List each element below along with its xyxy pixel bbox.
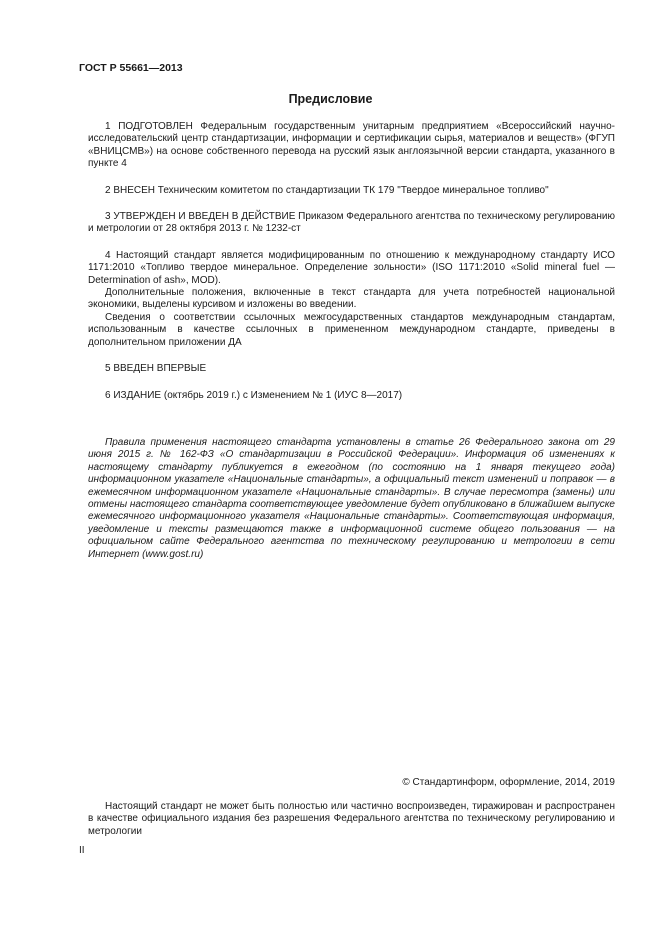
item-6-edition: 6 ИЗДАНИЕ (октябрь 2019 г.) с Изменением № 1 (ИУС 8—2017)	[105, 389, 403, 401]
page-title: Предисловие	[288, 92, 373, 106]
item-4-modified: 4 Настоящий стандарт является модифицированным по отношению к международному стандарту ИСО 1171:2010 «Топливо твердое минеральное. Определение зольности» (ISO 1171:2010 «Solid mineral fuel — Determination of ash», MOD).	[88, 249, 615, 286]
standard-code: ГОСТ Р 55661—2013	[79, 62, 183, 74]
preface-body	[88, 121, 615, 402]
reproduction-notice: Настоящий стандарт не может быть полностью или частично воспроизведен, тиражирован и распространен в качестве официального издания без разрешения Федерального агентства по техническому регулированию и метрологии	[88, 801, 615, 837]
copyright-line: © Стандартинформ, оформление, 2014, 2019	[402, 777, 615, 788]
item-4-references-info: Сведения о соответствии ссылочных межгосударственных стандартов международным стандартам, использованным в качестве ссылочных в примененном международном стандарте, приведены в дополнительном приложении ДА	[88, 311, 615, 348]
item-3-approved: 3 УТВЕРЖДЕН И ВВЕДЕН В ДЕЙСТВИЕ Приказом Федерального агентства по техническому регулированию и метрологии от 28 октября 2013 г. № 1232-ст	[88, 211, 615, 235]
item-4-additional-provisions: Дополнительные положения, включенные в текст стандарта для учета потребностей национальной экономики, выделены курсивом и изложены во введении.	[88, 287, 615, 311]
page-number: II	[79, 845, 85, 856]
application-rules-notice: Правила применения настоящего стандарта установлены в статье 26 Федерального закона от 29 июня 2015 г. № 162-ФЗ «О стандартизации в Российской Федерации». Информация об изменениях к настоящему стандарту публикуется в ежегодном (по состоянию на 1 января текущего года) информационном указателе «Национальные стандарты», а официальный текст изменений и поправок — в ежемесячном информационном указателе «Национальные стандарты». В случае пересмотра (замены) или отмены настоящего стандарта соответствующее уведомление будет опубликовано в ближайшем выпуске ежемесячного информационного указателя «Национальные стандарты». Соответствующая информация, уведомление и тексты размещаются также в информационной системе общего пользования — на официальном сайте Федерального агентства по техническому регулированию и метрологии в сети Интернет (www.gost.ru)	[88, 437, 615, 560]
item-1-prepared: 1 ПОДГОТОВЛЕН Федеральным государственным унитарным предприятием «Всероссийский научно-исследовательский центр стандартизации, информации и сертификации сырья, материалов и веществ» (ФГУП «ВНИЦСМВ») на основе собственного перевода на русский язык англоязычной версии стандарта, указанного в пункте 4	[88, 121, 615, 170]
item-2-introduced: 2 ВНЕСЕН Техническим комитетом по стандартизации ТК 179 "Твердое минеральное топливо"	[105, 184, 549, 196]
item-5-first-introduced: 5 ВВЕДЕН ВПЕРВЫЕ	[105, 363, 207, 375]
